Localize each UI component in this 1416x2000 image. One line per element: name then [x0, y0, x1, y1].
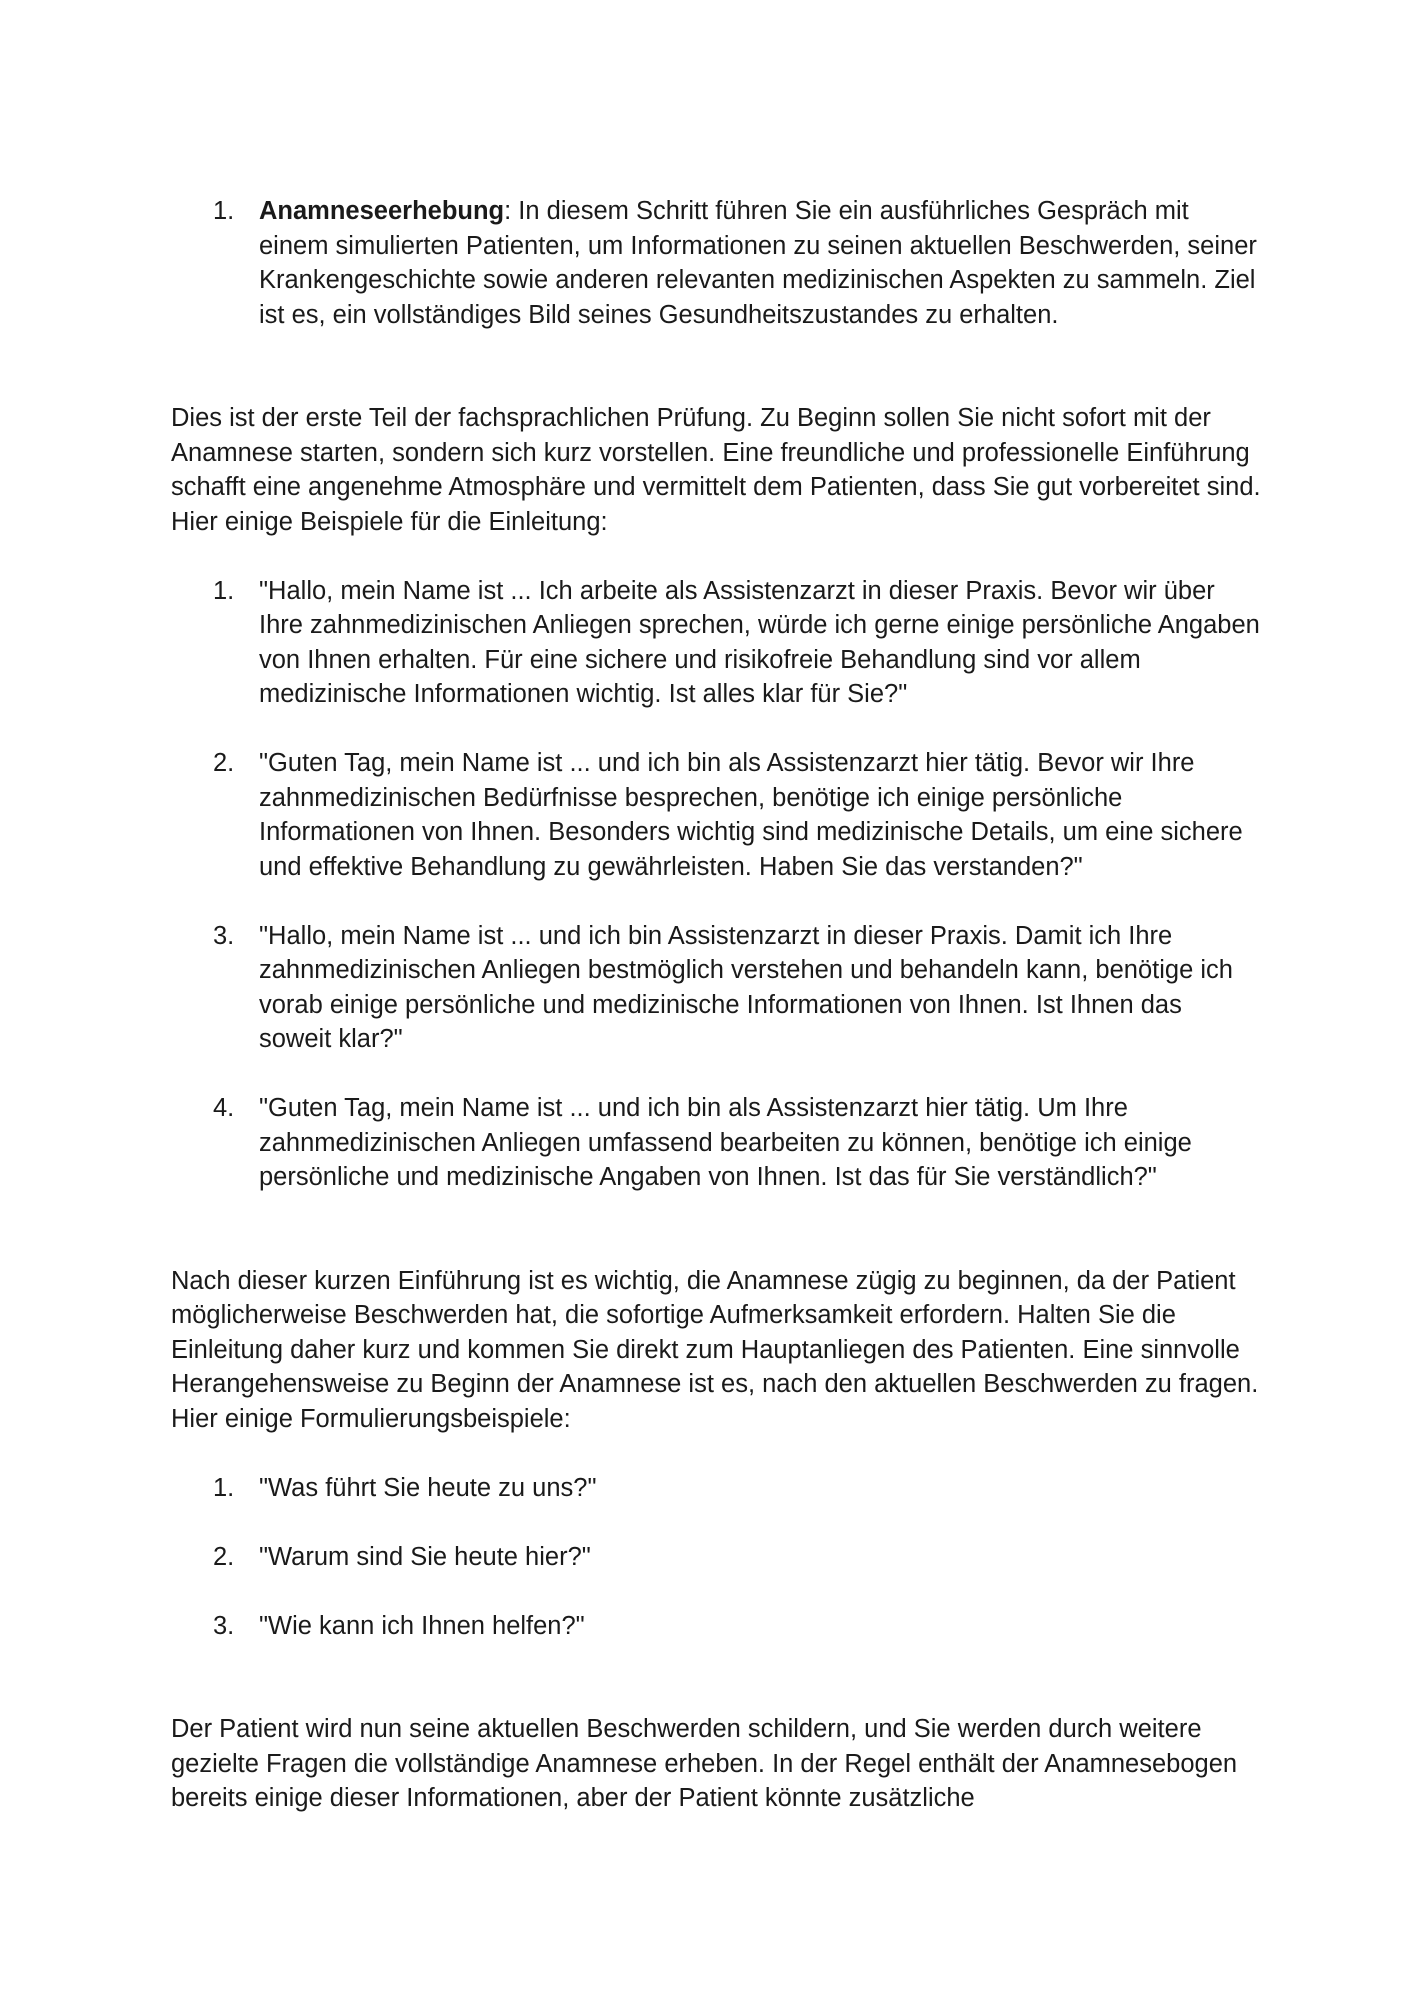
list-number: 1.: [213, 1473, 235, 1502]
document-page: [171, 194, 1261, 1816]
intro-examples-list: [171, 574, 1261, 1195]
list-number: 3.: [213, 1611, 235, 1640]
list-number: 1.: [213, 197, 235, 225]
list-item-text: "Warum sind Sie heute hier?": [259, 1542, 591, 1571]
list-item-text: "Wie kann ich Ihnen helfen?": [259, 1611, 585, 1640]
closing-paragraph: Der Patient wird nun seine aktuellen Beschwerden schildern, und Sie werden durch weitere gezielte Fragen die vollständige Anamnese erheben. In der Regel enthält der Anamnesebogen bereits einige dieser Informationen, aber der Patient könnte zusätzliche: [171, 1715, 1238, 1812]
list-item-text: "Hallo, mein Name ist ... Ich arbeite als Assistenzarzt in dieser Praxis. Bevor wir über Ihre zahnmedizinischen Anliegen sprechen, würde ich gerne einige persönliche Angaben von Ihnen erhalten. Für eine sichere und risikofreie Behandlung sind vor allem medizinische Informationen wichtig. Ist alles klar für Sie?": [259, 576, 1260, 708]
list-item: [171, 919, 1261, 1057]
followup-paragraph: Nach dieser kurzen Einführung ist es wichtig, die Anamnese zügig zu beginnen, da der Patient möglicherweise Beschwerden hat, die sofortige Aufmerksamkeit erfordern. Halten Sie die Einleitung daher kurz und kommen Sie direkt zum Hauptanliegen des Patienten. Eine sinnvolle Herangehensweise zu Beginn der Anamnese ist es, nach den aktuellen Beschwerden zu fragen. Hier einige Formulierungsbeispiele:: [171, 1266, 1259, 1433]
list-number: 2.: [213, 749, 235, 777]
list-item: [171, 1609, 1261, 1644]
list-item-text: "Was führt Sie heute zu uns?": [259, 1473, 597, 1502]
list-number: 1.: [213, 576, 235, 605]
list-item: [171, 1091, 1261, 1195]
list-number: 2.: [213, 1542, 235, 1571]
step-text: : In diesem Schritt führen Sie ein ausführliches Gespräch mit einem simulierten Patienten, um Informationen zu seinen aktuellen Beschwerden, seiner Krankengeschichte sowie anderen relevanten medizinischen Aspekten zu sammeln. Ziel ist es, ein vollständiges Bild seines Gesundheitszustandes zu erhalten.: [259, 197, 1257, 329]
step-item: [171, 194, 1261, 332]
list-item: [171, 1471, 1261, 1506]
list-item-text: "Guten Tag, mein Name ist ... und ich bin als Assistenzarzt hier tätig. Um Ihre zahnmedizinischen Anliegen umfassend bearbeiten zu können, benötige ich einige persönliche und medizinische Angaben von Ihnen. Ist das für Sie verständlich?": [259, 1094, 1192, 1191]
intro-paragraph: Dies ist der erste Teil der fachsprachlichen Prüfung. Zu Beginn sollen Sie nicht sofort mit der Anamnese starten, sondern sich kurz vorstellen. Eine freundliche und professionelle Einführung schafft eine angenehme Atmosphäre und vermittelt dem Patienten, dass Sie gut vorbereitet sind. Hier einige Beispiele für die Einleitung:: [171, 404, 1261, 536]
step-list: [171, 194, 1261, 332]
list-item: [171, 746, 1261, 884]
step-title: Anamneseerhebung: [259, 197, 505, 225]
list-item-text: "Guten Tag, mein Name ist ... und ich bin als Assistenzarzt hier tätig. Bevor wir Ihre zahnmedizinischen Bedürfnisse besprechen, benötige ich einige persönliche Informationen von Ihnen. Besonders wichtig sind medizinische Details, um eine sichere und effektive Behandlung zu gewährleisten. Haben Sie das verstanden?": [259, 749, 1243, 881]
list-item: [171, 574, 1261, 712]
list-number: 4.: [213, 1094, 235, 1122]
list-item: [171, 1540, 1261, 1575]
list-item-text: "Hallo, mein Name ist ... und ich bin Assistenzarzt in dieser Praxis. Damit ich Ihre zahnmedizinischen Anliegen bestmöglich verstehen und behandeln kann, benötige ich vorab einige persönliche und medizinische Informationen von Ihnen. Ist Ihnen das soweit klar?": [259, 921, 1233, 1053]
question-examples-list: [171, 1471, 1261, 1644]
list-number: 3.: [213, 921, 235, 950]
